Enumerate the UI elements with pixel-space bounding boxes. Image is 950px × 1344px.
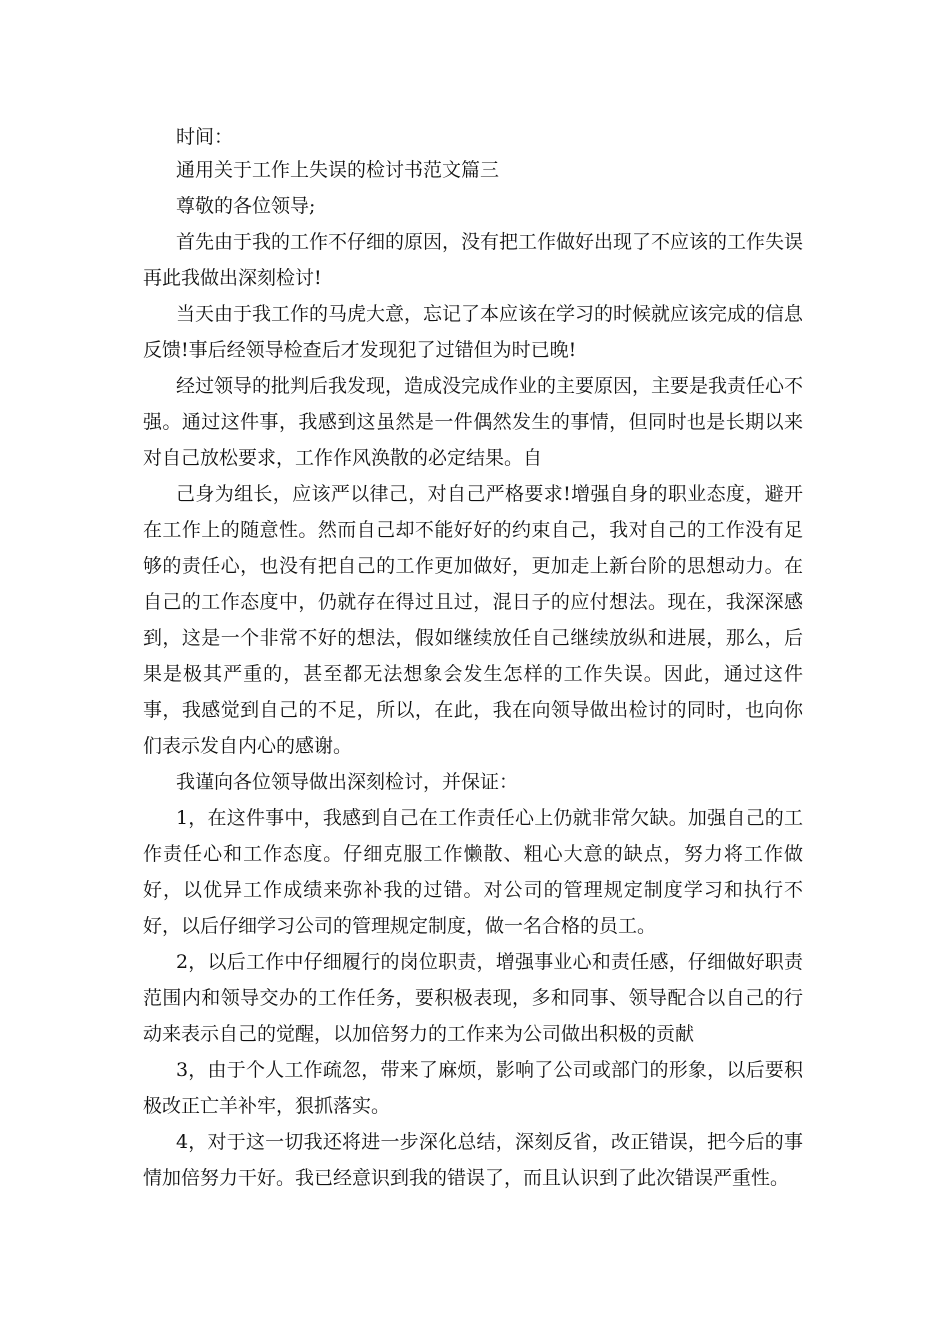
list-item: 3，由于个人工作疏忽，带来了麻烦，影响了公司或部门的形象，以后要积极改正亡羊补牢，狠抓落实。 <box>143 1059 803 1117</box>
time-label: 时间： <box>176 126 234 148</box>
paragraph: 首先由于我的工作不仔细的原因，没有把工作做好出现了不应该的工作失误再此我做出深刻检讨! <box>143 231 804 289</box>
list-item: 1，在这件事中，我感到自己在工作责任心上仍就非常欠缺。加强自己的工作责任心和工作态度。仔细克服工作懒散、粗心大意的缺点，努力将工作做好，以优异工作成绩来弥补我的过错。对公司的管理规定制度学习和执行不好，以后仔细学习公司的管理规定制度，做一名合格的员工。 <box>143 807 803 937</box>
paragraph: 己身为组长，应该严以律己，对自己严格要求!增强自身的职业态度，避开在工作上的随意性。然而自己却不能好好的约束自己，我对自己的工作没有足够的责任心，也没有把自己的工作更加做好，更加走上新台阶的思想动力。在自己的工作态度中，仍就存在得过且过，混日子的应付想法。现在，我深深感到，这是一个非常不好的想法，假如继续放任自己继续放纵和进展，那么，后果是极其严重的，甚至都无法想象会发生怎样的工作失误。因此，通过这件事，我感觉到自己的不足，所以，在此，我在向领导做出检讨的同时，也向你们表示发自内心的感谢。 <box>143 483 803 757</box>
paragraph: 我谨向各位领导做出深刻检讨，并保证： <box>176 771 519 793</box>
list-item: 4，对于这一切我还将进一步深化总结，深刻反省，改正错误，把今后的事情加倍努力干好。我已经意识到我的错误了，而且认识到了此次错误严重性。 <box>143 1131 803 1189</box>
list-item: 2，以后工作中仔细履行的岗位职责，增强事业心和责任感，仔细做好职责范围内和领导交办的工作任务，要积极表现，多和同事、领导配合以自己的行动来表示自己的觉醒，以加倍努力的工作来为公司做出积极的贡献 <box>143 951 803 1045</box>
salutation: 尊敬的各位领导; <box>176 195 316 217</box>
paragraph: 经过领导的批判后我发现，造成没完成作业的主要原因，主要是我责任心不强。通过这件事，我感到这虽然是一件偶然发生的事情，但同时也是长期以来对自己放松要求，工作作风涣散的必定结果。自 <box>143 375 804 469</box>
document-title: 通用关于工作上失误的检讨书范文篇三 <box>176 159 500 181</box>
paragraph: 当天由于我工作的马虎大意，忘记了本应该在学习的时候就应该完成的信息反馈!事后经领导检查后才发现犯了过错但为时已晚! <box>143 303 804 361</box>
document-body <box>143 122 803 1196</box>
